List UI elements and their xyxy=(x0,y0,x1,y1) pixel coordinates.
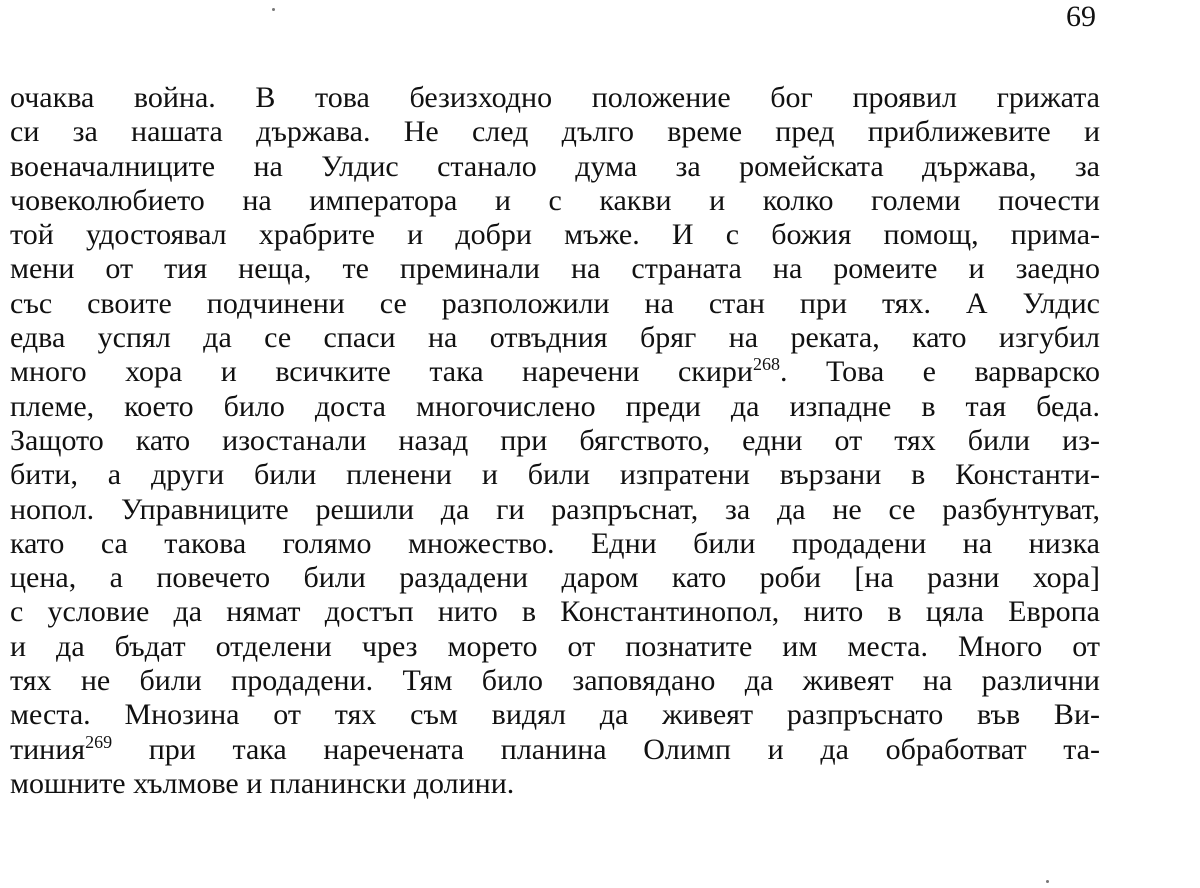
text-line: тях не били продадени. Тям било заповядано да живеят на различни xyxy=(10,664,1100,698)
text-line: племе, което било доста многочислено преди да изпадне в тая беда. xyxy=(10,389,1100,423)
line-segment: много хора и всичките така наречени скири xyxy=(10,355,753,389)
text-line: човеколюбието на императора и с какви и колко големи почести xyxy=(10,183,1100,217)
line-segment: тиния xyxy=(10,732,86,766)
scan-speck xyxy=(1046,880,1049,883)
text-line-with-footnote xyxy=(10,733,1100,767)
text-line: цена, а повечето били раздадени даром като роби [на разни хора] xyxy=(10,561,1100,595)
text-line: със своите подчинени се разположили на стан при тях. А Улдис xyxy=(10,286,1100,320)
text-line: мени от тия неща, те преминали на страната на ромеите и заедно xyxy=(10,252,1100,286)
text-line: Защото като изостанали назад при бягството, едни от тях били из- xyxy=(10,423,1100,457)
scan-speck xyxy=(272,8,275,11)
line-segment: при така наречената планина Олимп и да обработват та- xyxy=(112,732,1100,766)
text-line: мошните хълмове и планински долини. xyxy=(10,766,515,800)
page-number: 69 xyxy=(1066,0,1096,33)
text-line: си за нашата държава. Не след дълго време пред приближевите и xyxy=(10,115,1100,149)
text-line: очаква война. В това безизходно положение бог проявил грижата xyxy=(10,81,1100,114)
text-line: с условие да нямат достъп нито в Константинопол, нито в цяла Европа xyxy=(10,595,1100,629)
text-line: той удостоявал храбрите и добри мъже. И с божия помощ, прима- xyxy=(10,218,1100,252)
text-line: военачалниците на Улдис станало дума за ромейската държава, за xyxy=(10,149,1100,183)
text-line: места. Мнозина от тях съм видял да живеят разпръснато във Ви- xyxy=(10,698,1100,732)
line-segment: . Това е варварско xyxy=(780,355,1100,389)
text-line: бити, а други били пленени и били изпратени вързани в Константи- xyxy=(10,458,1100,492)
footnote-marker: 268 xyxy=(753,354,780,375)
footnote-marker: 269 xyxy=(85,731,113,752)
text-line: и да бъдат отделени чрез морето от познатите им места. Много от xyxy=(10,629,1100,663)
text-line: като са такова голямо множество. Едни били продадени на низка xyxy=(10,526,1100,560)
text-line: нопол. Управниците решили да ги разпръснат, за да не се разбунтуват, xyxy=(10,492,1100,526)
text-line: едва успял да се спаси на отвъдния бряг на реката, като изгубил xyxy=(10,321,1100,355)
text-line-with-footnote xyxy=(10,355,1100,389)
body-text xyxy=(10,81,1100,801)
